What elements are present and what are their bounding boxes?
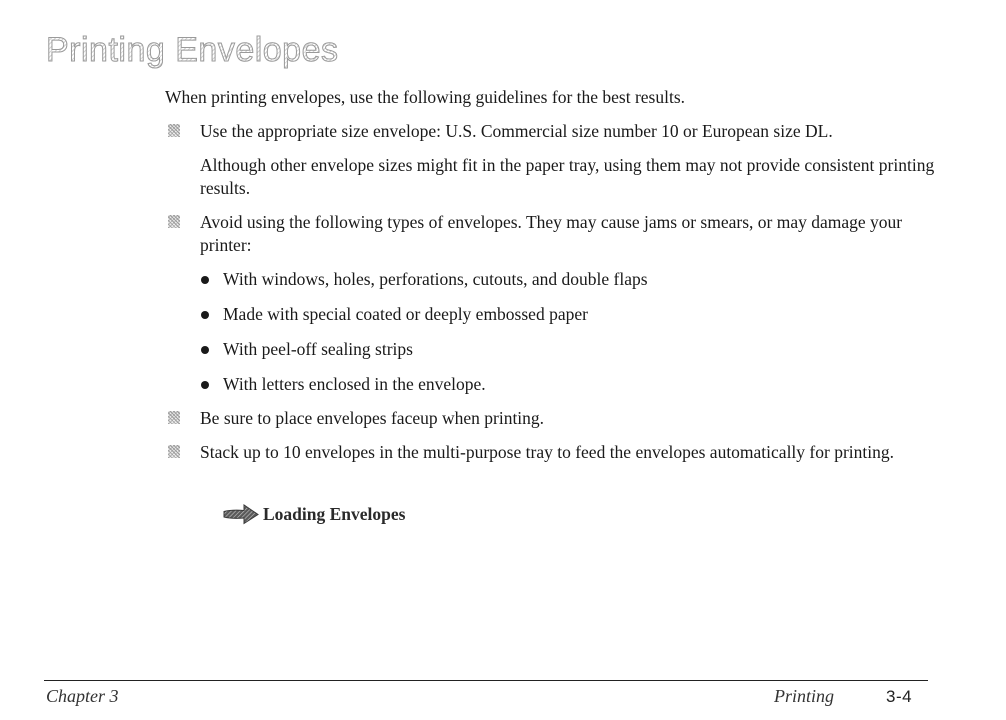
list-item-text: Made with special coated or deeply embossed paper xyxy=(223,304,588,324)
list-item xyxy=(200,373,935,396)
page-title: Printing Envelopes xyxy=(46,31,339,69)
loading-envelopes-link[interactable] xyxy=(222,502,405,526)
footer-section-title: Printing xyxy=(774,686,835,706)
guideline-item xyxy=(165,120,935,200)
list-item xyxy=(200,303,935,326)
footer-chapter: Chapter 3 xyxy=(46,686,119,706)
envelope-types-list xyxy=(200,268,935,396)
guideline-note: Although other envelope sizes might fit in the paper tray, using them may not provide consistent printing results. xyxy=(200,155,935,198)
square-bullet-icon xyxy=(168,445,180,458)
footer-divider xyxy=(44,680,928,681)
list-item xyxy=(200,338,935,361)
arrow-right-icon xyxy=(222,503,260,525)
intro-paragraph: When printing envelopes, use the following guidelines for the best results. xyxy=(165,87,686,107)
list-item-text: With windows, holes, perforations, cutouts, and double flaps xyxy=(223,269,648,289)
guidelines-section xyxy=(165,86,935,464)
list-item xyxy=(200,268,935,291)
guideline-text: Avoid using the following types of envelopes. They may cause jams or smears, or may damage your printer: xyxy=(200,212,903,255)
round-bullet-icon xyxy=(201,311,209,319)
square-bullet-icon xyxy=(168,215,180,228)
round-bullet-icon xyxy=(201,381,209,389)
loading-envelopes-link-label[interactable]: Loading Envelopes xyxy=(263,504,406,524)
guideline-text: Stack up to 10 envelopes in the multi-purpose tray to feed the envelopes automatically for printing. xyxy=(200,442,894,462)
guideline-text: Use the appropriate size envelope: U.S. Commercial size number 10 or European size DL. xyxy=(200,121,833,141)
square-bullet-icon xyxy=(168,124,180,137)
guideline-item xyxy=(165,441,935,464)
list-item-text: With letters enclosed in the envelope. xyxy=(223,374,486,394)
round-bullet-icon xyxy=(201,276,209,284)
guideline-item xyxy=(165,211,935,396)
square-bullet-icon xyxy=(168,411,180,424)
round-bullet-icon xyxy=(201,346,209,354)
guideline-text: Be sure to place envelopes faceup when printing. xyxy=(200,408,545,428)
guideline-item xyxy=(165,407,935,430)
page-number: 3-4 xyxy=(886,687,913,706)
list-item-text: With peel-off sealing strips xyxy=(223,339,413,359)
